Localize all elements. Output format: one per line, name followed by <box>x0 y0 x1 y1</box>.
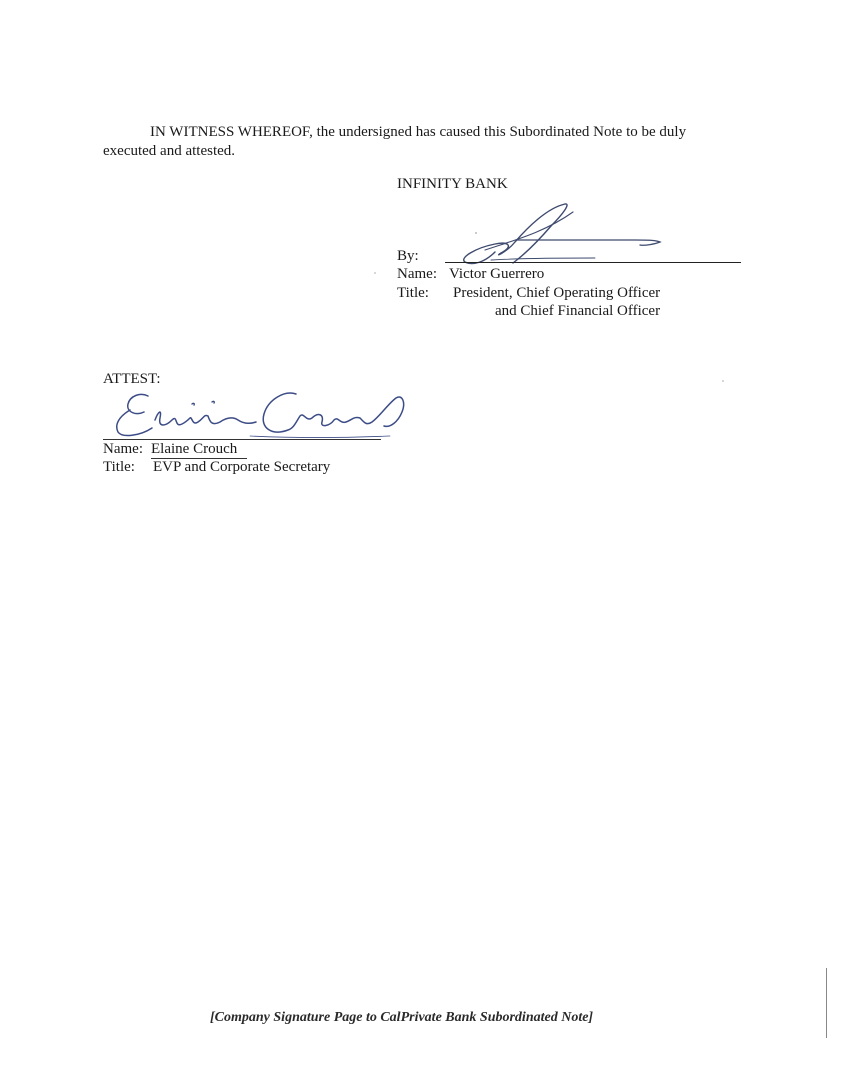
signature-line <box>445 262 741 263</box>
signatory-name: Victor Guerrero <box>449 266 545 282</box>
title-label: Title: <box>397 285 429 301</box>
signature-elaine-crouch <box>100 382 420 444</box>
attest-signature-line <box>103 439 381 440</box>
attest-name: Elaine Crouch <box>151 441 247 459</box>
witness-text-line1: IN WITNESS WHEREOF, the undersigned has caused this Subordinated Note to be duly <box>150 124 687 140</box>
name-label: Name: <box>397 266 437 282</box>
scan-speck <box>475 232 477 234</box>
signature-victor-guerrero <box>455 200 695 275</box>
scan-speck <box>722 380 724 382</box>
signatory-title-line1: President, Chief Operating Officer <box>453 285 661 301</box>
attest-title: EVP and Corporate Secretary <box>153 459 331 475</box>
attest-label: ATTEST: <box>103 371 161 387</box>
signatory-title-line2: and Chief Financial Officer <box>495 303 661 319</box>
attest-name-label: Name: <box>103 441 143 457</box>
bank-name: INFINITY BANK <box>397 176 508 192</box>
witness-text-line2: executed and attested. <box>103 143 236 159</box>
scan-artifact <box>826 968 827 1038</box>
attest-title-label: Title: <box>103 459 135 475</box>
scan-speck <box>374 272 376 274</box>
footer-caption: [Company Signature Page to CalPrivate Bank Subordinated Note] <box>210 1010 594 1025</box>
by-label: By: <box>397 248 419 264</box>
